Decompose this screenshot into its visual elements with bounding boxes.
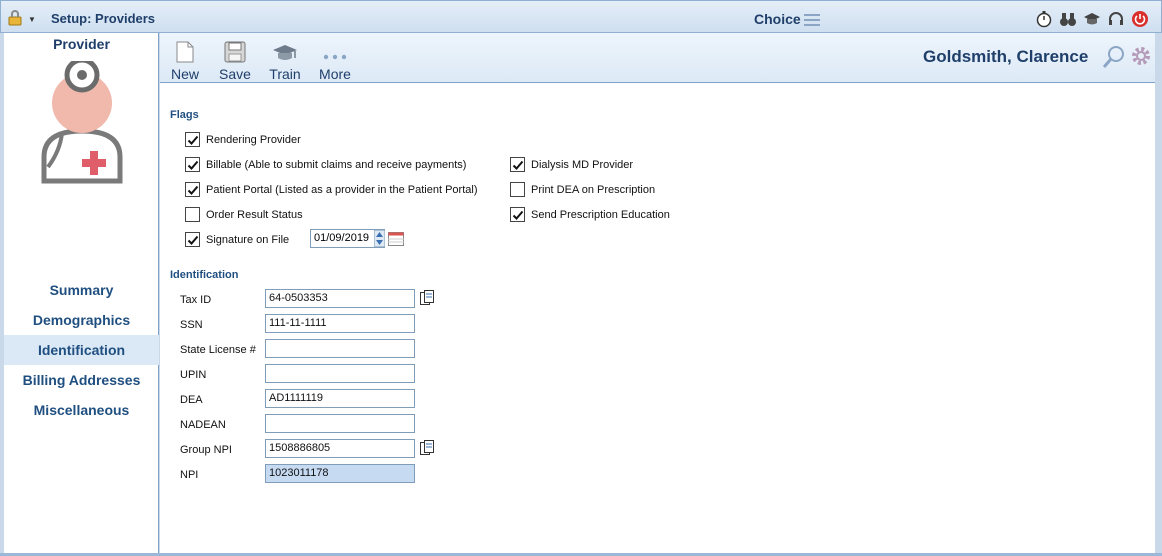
order-result-status-label: Order Result Status bbox=[206, 208, 303, 221]
state-license-label: State License # bbox=[180, 344, 256, 356]
new-document-icon bbox=[176, 41, 194, 63]
binoculars-icon[interactable] bbox=[1059, 10, 1077, 28]
more-dots-icon bbox=[322, 49, 348, 63]
train-button-label: Train bbox=[269, 66, 301, 82]
billable-label: Billable (Able to submit claims and receive payments) bbox=[206, 158, 467, 171]
calendar-icon[interactable] bbox=[388, 232, 404, 251]
ssn-label: SSN bbox=[180, 319, 203, 331]
signature-on-file-checkbox[interactable] bbox=[185, 232, 200, 247]
send-rx-education-checkbox[interactable] bbox=[510, 207, 525, 222]
headset-icon[interactable] bbox=[1107, 10, 1125, 28]
chevron-down-icon[interactable]: ▼ bbox=[28, 15, 36, 24]
rendering-provider-row bbox=[185, 132, 301, 147]
billable-checkbox[interactable] bbox=[185, 157, 200, 172]
copy-tax-id-icon[interactable] bbox=[420, 290, 434, 311]
new-button-label: New bbox=[170, 66, 199, 82]
print-dea-row bbox=[510, 182, 655, 197]
graduation-cap-icon[interactable] bbox=[1083, 10, 1101, 28]
dialysis-md-label: Dialysis MD Provider bbox=[531, 158, 634, 171]
patient-portal-label: Patient Portal (Listed as a provider in the Patient Portal) bbox=[206, 183, 478, 196]
title-bar bbox=[0, 0, 1162, 33]
date-spinner-icon[interactable] bbox=[374, 230, 385, 247]
floppy-disk-icon bbox=[224, 41, 246, 63]
graduation-cap-icon bbox=[272, 43, 298, 63]
tax-id-input[interactable]: 64-0503353 bbox=[265, 289, 415, 308]
npi-label: NPI bbox=[180, 469, 199, 481]
upin-input[interactable] bbox=[265, 364, 415, 383]
send-rx-education-label: Send Prescription Education bbox=[531, 208, 670, 221]
patient-portal-row bbox=[185, 182, 477, 197]
nav-item-miscellaneous[interactable]: Miscellaneous bbox=[33, 402, 130, 418]
dialysis-md-checkbox[interactable] bbox=[510, 157, 525, 172]
train-button[interactable] bbox=[260, 37, 310, 82]
ssn-input[interactable]: 111-11-1111 bbox=[265, 314, 415, 333]
print-dea-label: Print DEA on Prescription bbox=[531, 183, 656, 196]
state-license-input[interactable] bbox=[265, 339, 415, 358]
toolbar bbox=[160, 33, 1155, 83]
save-button-label: Save bbox=[219, 66, 251, 82]
nav-item-summary[interactable]: Summary bbox=[49, 282, 114, 298]
signature-date-input[interactable]: 01/09/2019 bbox=[310, 229, 385, 248]
billable-row bbox=[185, 157, 466, 172]
nav-item-billing-addresses[interactable]: Billing Addresses bbox=[22, 372, 141, 388]
save-button[interactable] bbox=[210, 37, 260, 82]
copy-group-npi-icon[interactable] bbox=[420, 440, 434, 461]
more-button-label: More bbox=[319, 66, 351, 82]
group-npi-input[interactable]: 1508886805 bbox=[265, 439, 415, 458]
new-button[interactable] bbox=[160, 37, 210, 82]
group-npi-label: Group NPI bbox=[180, 444, 232, 456]
order-result-status-row bbox=[185, 207, 303, 222]
provider-name: Goldsmith, Clarence bbox=[923, 47, 1089, 66]
nav-item-identification[interactable]: Identification bbox=[4, 335, 159, 365]
rendering-provider-label: Rendering Provider bbox=[206, 133, 301, 146]
gear-icon[interactable] bbox=[1130, 45, 1152, 72]
dea-input[interactable]: AD1111119 bbox=[265, 389, 415, 408]
lock-icon[interactable] bbox=[7, 10, 23, 31]
provider-avatar-icon bbox=[40, 61, 124, 190]
hamburger-menu-icon[interactable] bbox=[804, 13, 820, 31]
signature-on-file-label: Signature on File bbox=[206, 233, 290, 246]
npi-input[interactable]: 1023011178 bbox=[265, 464, 415, 483]
nav-item-demographics[interactable]: Demographics bbox=[32, 312, 131, 328]
dea-label: DEA bbox=[180, 394, 203, 406]
signature-on-file-row bbox=[185, 232, 289, 247]
left-nav bbox=[4, 33, 159, 553]
nadean-label: NADEAN bbox=[180, 419, 226, 431]
window-title: Setup: Providers bbox=[51, 11, 156, 26]
nav-heading: Provider bbox=[53, 36, 110, 52]
main-panel bbox=[160, 33, 1155, 553]
upin-label: UPIN bbox=[180, 369, 207, 381]
order-result-status-checkbox[interactable] bbox=[185, 207, 200, 222]
patient-portal-checkbox[interactable] bbox=[185, 182, 200, 197]
send-rx-education-row bbox=[510, 207, 670, 222]
more-button[interactable] bbox=[310, 37, 360, 82]
power-icon[interactable] bbox=[1131, 10, 1149, 28]
nadean-input[interactable] bbox=[265, 414, 415, 433]
rendering-provider-checkbox[interactable] bbox=[185, 132, 200, 147]
dialysis-md-row bbox=[510, 157, 633, 172]
choice-label[interactable]: Choice bbox=[754, 11, 801, 27]
print-dea-checkbox[interactable] bbox=[510, 182, 525, 197]
nav-list bbox=[4, 275, 159, 425]
identification-section-title: Identification bbox=[170, 269, 239, 281]
flags-section-title: Flags bbox=[170, 109, 199, 121]
search-icon[interactable] bbox=[1102, 45, 1126, 74]
tax-id-label: Tax ID bbox=[180, 294, 212, 306]
stopwatch-icon[interactable] bbox=[1035, 10, 1053, 28]
